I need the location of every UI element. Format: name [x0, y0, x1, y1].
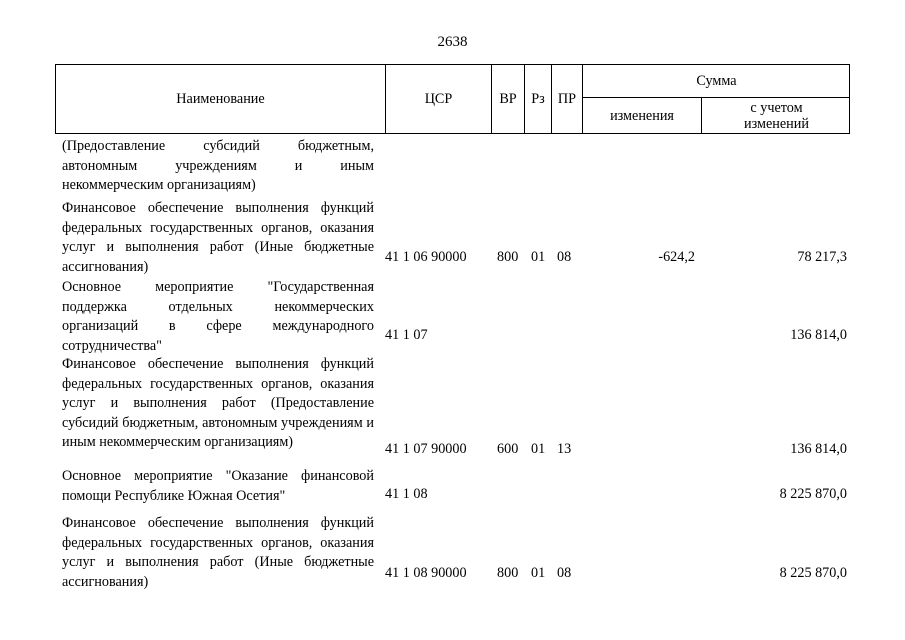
header-rz: Рз	[524, 65, 551, 133]
row-change: -624,2	[658, 249, 695, 265]
header-sum-total-line2: изменений	[744, 116, 809, 132]
header-sum: Сумма	[583, 65, 850, 98]
header-vr: ВР	[491, 65, 524, 133]
row-csr: 41 1 06 90000	[385, 249, 467, 265]
table-header	[55, 64, 850, 134]
row-total: 8 225 870,0	[779, 486, 847, 502]
row-total: 136 814,0	[790, 441, 847, 457]
row-csr: 41 1 07 90000	[385, 441, 467, 457]
row-pr: 08	[557, 565, 572, 581]
row-name: Основное мероприятие "Государственная поддержка отдельных некоммерческих организаций в сфере международного сотрудничества"	[62, 279, 374, 354]
row-csr: 41 1 08	[385, 486, 428, 502]
header-name: Наименование	[176, 91, 265, 107]
row-pr: 08	[557, 249, 572, 265]
row-name: Финансовое обеспечение выполнения функций федеральных государственных органов, оказания услуг и выполнения работ (Иные бюджетные ассигнования)	[62, 515, 374, 590]
row-total: 78 217,3	[797, 249, 847, 265]
header-sum-total-line1: с учетом	[750, 100, 803, 116]
header-pr: ПР	[551, 65, 582, 133]
row-total: 136 814,0	[790, 327, 847, 343]
row-vr: 800	[497, 249, 519, 265]
header-sum-change: изменения	[610, 108, 674, 124]
header-csr: ЦСР	[385, 65, 491, 133]
row-name: Финансовое обеспечение выполнения функций федеральных государственных органов, оказания услуг и выполнения работ (Иные бюджетные ассигнования)	[62, 200, 374, 275]
row-vr: 600	[497, 441, 519, 457]
header-sum-group	[582, 65, 850, 133]
row-vr: 800	[497, 565, 519, 581]
page-number: 2638	[437, 34, 468, 50]
row-total: 8 225 870,0	[779, 565, 847, 581]
row-csr: 41 1 08 90000	[385, 565, 467, 581]
row-name: (Предоставление субсидий бюджетным, автономным учреждениям и иным некоммерческим организациям)	[62, 138, 374, 193]
header-sum-total	[701, 98, 851, 134]
row-name: Финансовое обеспечение выполнения функций федеральных государственных органов, оказания услуг и выполнения работ (Предоставление субсидий бюджетным, автономным учреждениям и иным некоммерческим организациям)	[62, 356, 374, 450]
row-rz: 01	[531, 249, 546, 265]
row-csr: 41 1 07	[385, 327, 428, 343]
row-rz: 01	[531, 441, 546, 457]
row-name: Основное мероприятие "Оказание финансовой помощи Республике Южная Осетия"	[62, 468, 374, 504]
row-rz: 01	[531, 565, 546, 581]
row-pr: 13	[557, 441, 572, 457]
